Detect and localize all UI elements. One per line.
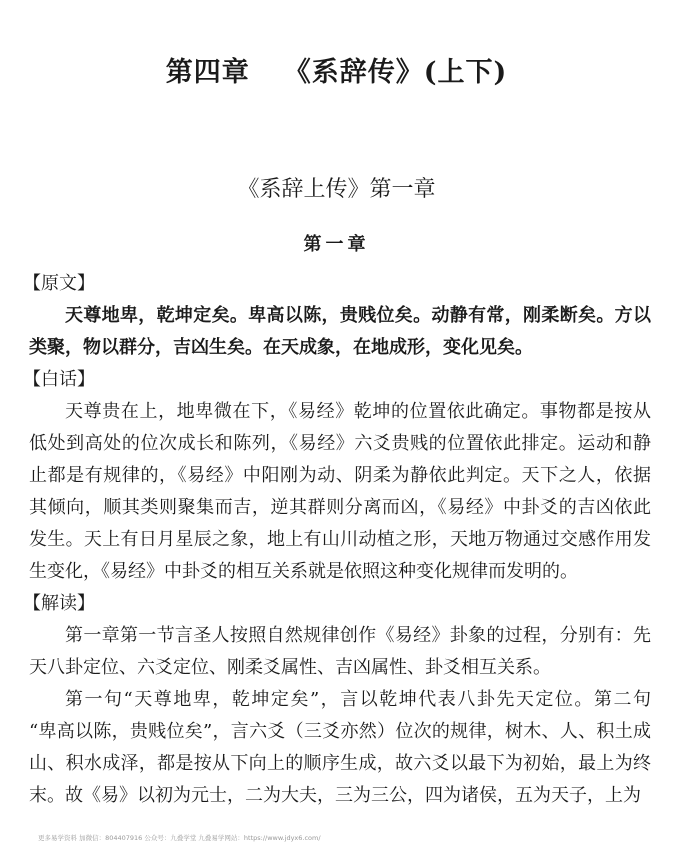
text-line: 天尊地卑，乾坤定矣。卑高以陈，贵贱位矣。动静有常，刚柔断矣。方以: [65, 305, 651, 326]
text-line: 天八卦定位、六爻定位、刚柔爻属性、吉凶属性、卦爻相互关系。: [29, 657, 551, 678]
subtitle: 《系辞上传》第一章: [237, 177, 436, 202]
chapter-name: 《系辞传》(上下): [283, 57, 508, 88]
text-line: “卑高以陈，贵贱位矣”，言六爻（三爻亦然）位次的规律，树木、人、积土成: [29, 721, 651, 742]
block-heading: 【白话】: [23, 369, 95, 390]
text-line: 天尊贵在上，地卑微在下，《易经》乾坤的位置依此确定。事物都是按从: [65, 401, 651, 422]
text-line: 其倾向，顺其类则聚集而吉，逆其群则分离而凶，《易经》中卦爻的吉凶依此: [29, 497, 651, 518]
text-line: 山、积水成泽，都是按从下向上的顺序生成，故六爻以最下为初始，最上为终: [29, 753, 651, 774]
section-title: 第一章: [303, 234, 370, 255]
text-line: 末。故《易》以初为元士，二为大夫，三为三公，四为诸侯，五为天子，上为: [29, 785, 641, 806]
text-line: 低处到高处的位次成长和陈列，《易经》六爻贵贱的位置依此排定。运动和静: [29, 433, 651, 454]
chapter-number: 第四章: [165, 57, 250, 88]
text-line: 第一句“天尊地卑，乾坤定矣”，言以乾坤代表八卦先天定位。第二句: [65, 689, 651, 710]
text-line: 第一章第一节言圣人按照自然规律创作《易经》卦象的过程，分别有：先: [65, 625, 651, 646]
chapter-title: [0, 50, 673, 89]
block-heading: 【原文】: [23, 273, 95, 294]
body-text: [23, 268, 651, 812]
text-line: 发生。天上有日月星辰之象，地上有山川动植之形，天地万物通过交感作用发: [29, 529, 651, 550]
footer-watermark: 更多易学资料 加微信：804407916 公众号：九叠学堂 九叠易学网站：https://www.jdyx6.com/: [38, 834, 321, 842]
block-heading: 【解读】: [23, 593, 95, 614]
text-line: 类聚，物以群分，吉凶生矣。在天成象，在地成形，变化见矣。: [29, 337, 533, 358]
text-line: 止都是有规律的，《易经》中阳刚为动、阴柔为静依此判定。天下之人，依据: [29, 465, 651, 486]
text-line: 生变化，《易经》中卦爻的相互关系就是依照这种变化规律而发明的。: [29, 561, 578, 582]
